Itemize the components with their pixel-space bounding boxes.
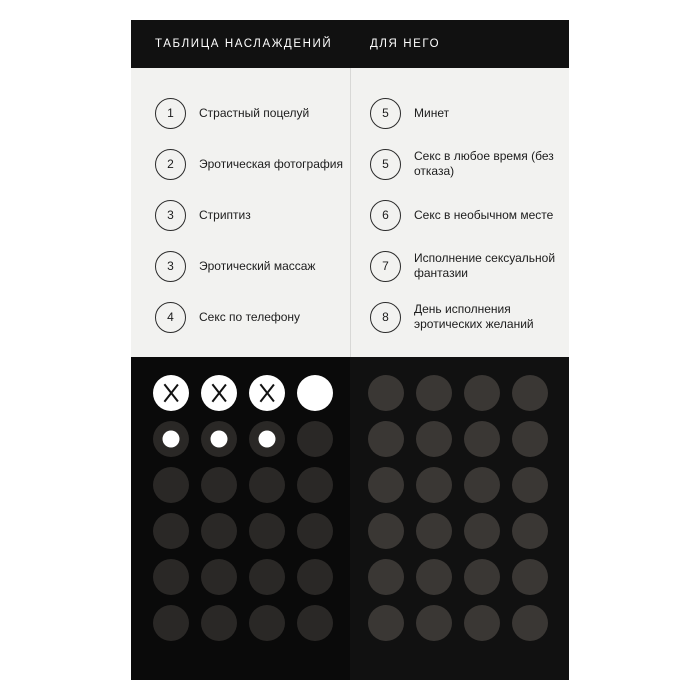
scratch-dot[interactable] — [416, 559, 452, 595]
scratch-row — [153, 421, 350, 457]
item-number: 2 — [155, 149, 186, 180]
item-label: Страстный поцелуй — [199, 105, 310, 120]
scratch-row — [153, 467, 350, 503]
card-header — [131, 20, 569, 68]
scratch-row — [368, 513, 569, 549]
list-item — [370, 241, 569, 291]
item-label: Секс по телефону — [199, 309, 301, 324]
scratch-panel — [131, 357, 569, 680]
scratch-row — [368, 375, 569, 411]
scratch-dot[interactable] — [416, 421, 452, 457]
scratch-dot[interactable] — [512, 375, 548, 411]
items-area — [131, 68, 569, 357]
scratch-dot[interactable] — [512, 467, 548, 503]
list-item — [155, 139, 350, 189]
scratch-row — [368, 421, 569, 457]
list-item — [370, 88, 569, 138]
item-number: 4 — [155, 302, 186, 333]
scratch-row — [153, 513, 350, 549]
items-column-left — [131, 68, 350, 357]
scratch-dot[interactable] — [297, 605, 333, 641]
scratch-dot[interactable] — [512, 421, 548, 457]
scratch-dot[interactable] — [464, 421, 500, 457]
scratch-dot-center — [259, 431, 276, 448]
scratch-dot-center — [163, 431, 180, 448]
list-item — [155, 241, 350, 291]
list-item — [370, 139, 569, 189]
scratch-dot[interactable] — [416, 467, 452, 503]
scratch-row — [153, 605, 350, 641]
scratch-dot[interactable] — [201, 559, 237, 595]
scratch-dot[interactable] — [464, 513, 500, 549]
scratch-grid-right[interactable] — [350, 357, 569, 680]
scratch-dot[interactable] — [153, 421, 189, 457]
scratch-row — [368, 559, 569, 595]
list-item — [155, 292, 350, 342]
scratch-dot[interactable] — [297, 375, 333, 411]
scratch-dot[interactable] — [201, 421, 237, 457]
list-item — [155, 190, 350, 240]
scratch-dot[interactable] — [201, 467, 237, 503]
scratch-dot[interactable] — [201, 375, 237, 411]
scratch-dot[interactable] — [464, 375, 500, 411]
scratch-dot[interactable] — [512, 605, 548, 641]
scratch-dot[interactable] — [297, 513, 333, 549]
item-label: Эротический массаж — [199, 258, 316, 273]
header-cell-right — [350, 20, 569, 68]
scratch-dot[interactable] — [368, 467, 404, 503]
scratch-dot[interactable] — [416, 605, 452, 641]
list-item — [370, 292, 569, 342]
scratch-dot-center — [211, 431, 228, 448]
scratch-dot[interactable] — [368, 513, 404, 549]
item-number: 8 — [370, 302, 401, 333]
scratch-dot[interactable] — [368, 375, 404, 411]
scratch-dot[interactable] — [153, 605, 189, 641]
item-number: 6 — [370, 200, 401, 231]
scratch-dot[interactable] — [297, 421, 333, 457]
scratch-card — [131, 20, 569, 680]
scratch-dot[interactable] — [368, 421, 404, 457]
scratch-dot[interactable] — [297, 467, 333, 503]
scratch-grid-left[interactable] — [131, 357, 350, 680]
scratch-dot[interactable] — [153, 513, 189, 549]
scratch-row — [368, 467, 569, 503]
item-label: День исполнения эротических желаний — [414, 302, 534, 331]
item-number: 5 — [370, 149, 401, 180]
scratch-dot[interactable] — [368, 605, 404, 641]
scratch-dot[interactable] — [153, 559, 189, 595]
items-column-right — [350, 68, 569, 357]
scratch-dot[interactable] — [249, 513, 285, 549]
item-number: 7 — [370, 251, 401, 282]
scratch-dot[interactable] — [153, 467, 189, 503]
column-title-left: ТАБЛИЦА НАСЛАЖДЕНИЙ — [155, 38, 333, 50]
scratch-dot[interactable] — [249, 467, 285, 503]
scratch-row — [368, 605, 569, 641]
scratch-row — [153, 559, 350, 595]
item-label: Эротическая фотография — [199, 156, 343, 171]
item-label: Секс в необычном месте — [414, 207, 554, 222]
scratch-dot[interactable] — [512, 513, 548, 549]
scratch-dot[interactable] — [464, 605, 500, 641]
item-number: 3 — [155, 200, 186, 231]
scratch-dot[interactable] — [464, 467, 500, 503]
scratch-dot[interactable] — [201, 605, 237, 641]
item-label: Минет — [414, 105, 450, 120]
item-number: 5 — [370, 98, 401, 129]
scratch-dot[interactable] — [297, 559, 333, 595]
item-label: Стриптиз — [199, 207, 251, 222]
scratch-dot[interactable] — [368, 559, 404, 595]
list-item — [370, 190, 569, 240]
item-label: Исполнение сексуальной фантазии — [414, 251, 556, 280]
scratch-dot[interactable] — [416, 375, 452, 411]
scratch-dot[interactable] — [249, 421, 285, 457]
header-cell-left — [131, 20, 350, 68]
scratch-dot[interactable] — [512, 559, 548, 595]
scratch-dot[interactable] — [464, 559, 500, 595]
item-number: 1 — [155, 98, 186, 129]
item-number: 3 — [155, 251, 186, 282]
scratch-row — [153, 375, 350, 411]
scratch-dot[interactable] — [153, 375, 189, 411]
column-title-right: ДЛЯ НЕГО — [370, 38, 441, 50]
scratch-dot[interactable] — [201, 513, 237, 549]
scratch-dot[interactable] — [249, 559, 285, 595]
scratch-dot[interactable] — [416, 513, 452, 549]
item-label: Секс в любое время (без отказа) — [414, 149, 554, 178]
scratch-dot[interactable] — [249, 375, 285, 411]
scratch-dot[interactable] — [249, 605, 285, 641]
list-item — [155, 88, 350, 138]
